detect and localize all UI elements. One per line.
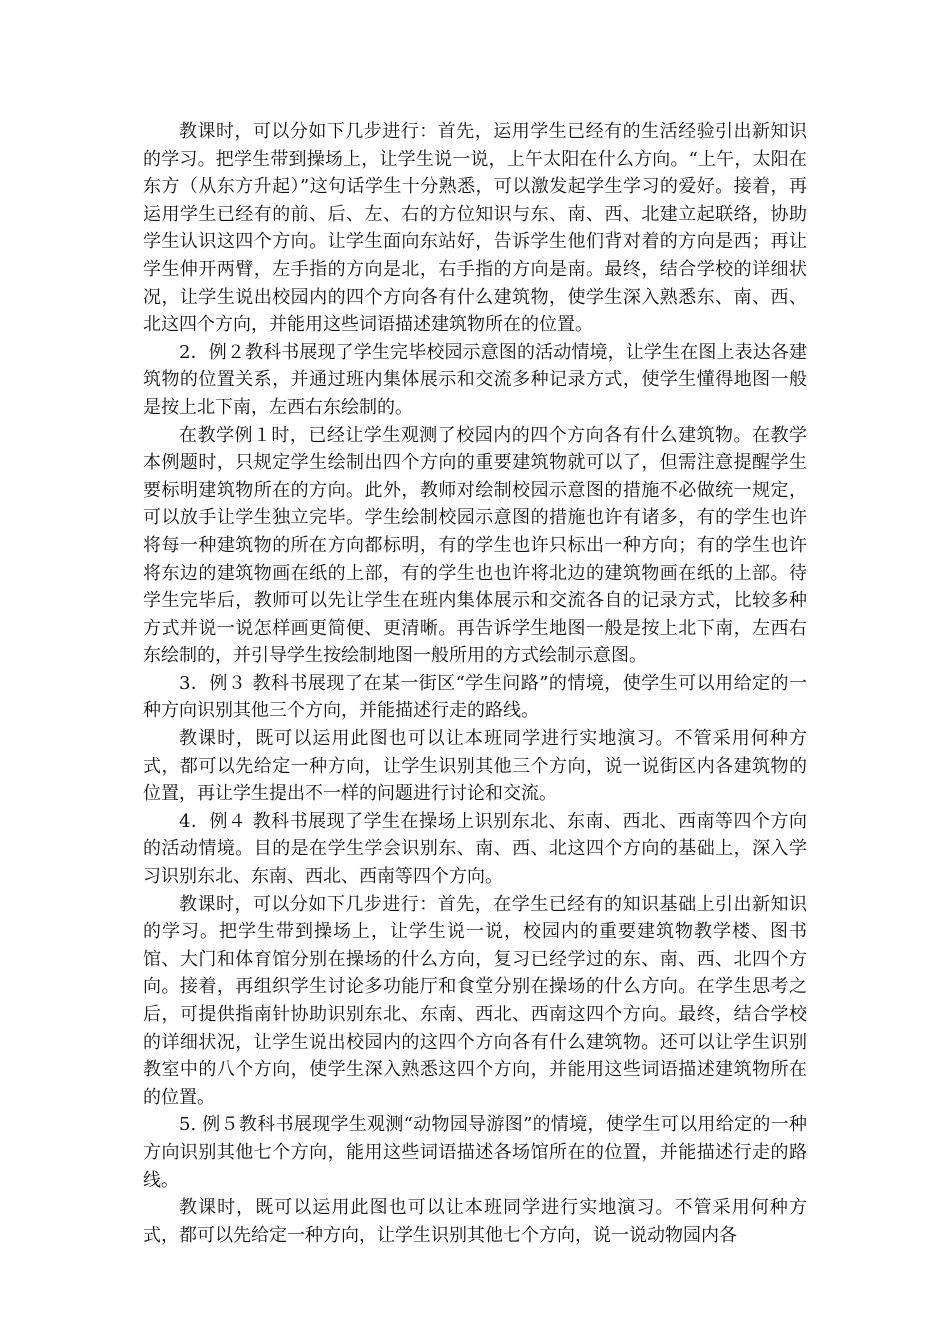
paragraph-5: 教课时，既可以运用此图也可以让本班同学进行实地演习。不管采用何种方式，都可以先给定一种方向，让学生识别其他三个方向，说一说街区内各建筑物的位置，再让学生提出不一样的问题进行讨论和交流。 <box>143 728 807 805</box>
paragraph-2: 2．例２教科书展现了学生完毕校园示意图的活动情境，让学生在图上表达各建筑物的位置关系，并通过班内集体展示和交流多种记录方式，使学生懂得地图一般是按上北下南，左西右东绘制的。 <box>143 341 807 418</box>
paragraph-9: 教课时，既可以运用此图也可以让本班同学进行实地演习。不管采用何种方式，都可以先给定一种方向，让学生识别其他七个方向，说一说动物园内各 <box>143 1197 807 1246</box>
document-page <box>143 118 807 1249</box>
paragraph-4: 3．例３ 教科书展现了在某一街区“学生问路”的情境，使学生可以用给定的一种方向识别其他三个方向，并能描述行走的路线。 <box>143 672 807 722</box>
paragraph-1: 教课时，可以分如下几步进行：首先，运用学生已经有的生活经验引出新知识的学习。把学生带到操场上，让学生说一说，上午太阳在什么方向。“上午，太阳在东方（从东方升起）”这句话学生十分熟悉，可以激发起学生学习的爱好。接着，再运用学生已经有的前、后、左、右的方位知识与东、南、西、北建立起联络，协助学生认识这四个方向。让学生面向东站好，告诉学生他们背对着的方向是西；再让学生伸开两臂，左手指的方向是北，右手指的方向是南。最终，结合学校的详细状况，让学生说出校园内的四个方向各有什么建筑物，使学生深入熟悉东、南、西、北这四个方向，并能用这些词语描述建筑物所在的位置。 <box>143 121 807 336</box>
paragraph-8: 5. 例５教科书展现学生观测“动物园导游图”的情境，使学生可以用给定的一种方向识别其他七个方向，能用这些词语描述各场馆所在的位置，并能描述行走的路线。 <box>143 1114 807 1191</box>
paragraph-7: 教课时，可以分如下几步进行：首先，在学生已经有的知识基础上引出新知识的学习。把学生带到操场上，让学生说一说，校园内的重要建筑物教学楼、图书馆、大门和体育馆分别在操场的什么方向，复习已经学过的东、南、西、北四个方向。接着，再组织学生讨论多功能厅和食堂分别在操场的什么方向。在学生思考之后，可提供指南针协助识别东北、东南、西北、西南这四个方向。最终，结合学校的详细状况，让学生说出校园内的这四个方向各有什么建筑物。还可以让学生识别教室中的八个方向，使学生深入熟悉这四个方向，并能用这些词语描述建筑物所在的位置。 <box>143 893 807 1108</box>
paragraph-3: 在教学例１时，已经让学生观测了校园内的四个方向各有什么建筑物。在教学本例题时，只规定学生绘制出四个方向的重要建筑物就可以了，但需注意提醒学生要标明建筑物所在的方向。此外，教师对绘制校园示意图的措施不必做统一规定，可以放手让学生独立完毕。学生绘制校园示意图的措施也许有诸多，有的学生也许将每一种建筑物的所在方向都标明，有的学生也许只标出一种方向；有的学生也许将东边的建筑物画在纸的上部，有的学生也也许将北边的建筑物画在纸的上部。待学生完毕后，教师可以先让学生在班内集体展示和交流各自的记录方式，比较多种方式并说一说怎样画更简便、更清晰。再告诉学生地图一般是按上北下南，左西右东绘制的，并引导学生按绘制地图一般所用的方式绘制示意图。 <box>143 424 807 667</box>
paragraph-6: 4．例４ 教科书展现了学生在操场上识别东北、东南、西北、西南等四个方向的活动情境。目的是在学生学会识别东、南、西、北这四个方向的基础上，深入学习识别东北、东南、西北、西南等四个方向。 <box>143 810 807 888</box>
